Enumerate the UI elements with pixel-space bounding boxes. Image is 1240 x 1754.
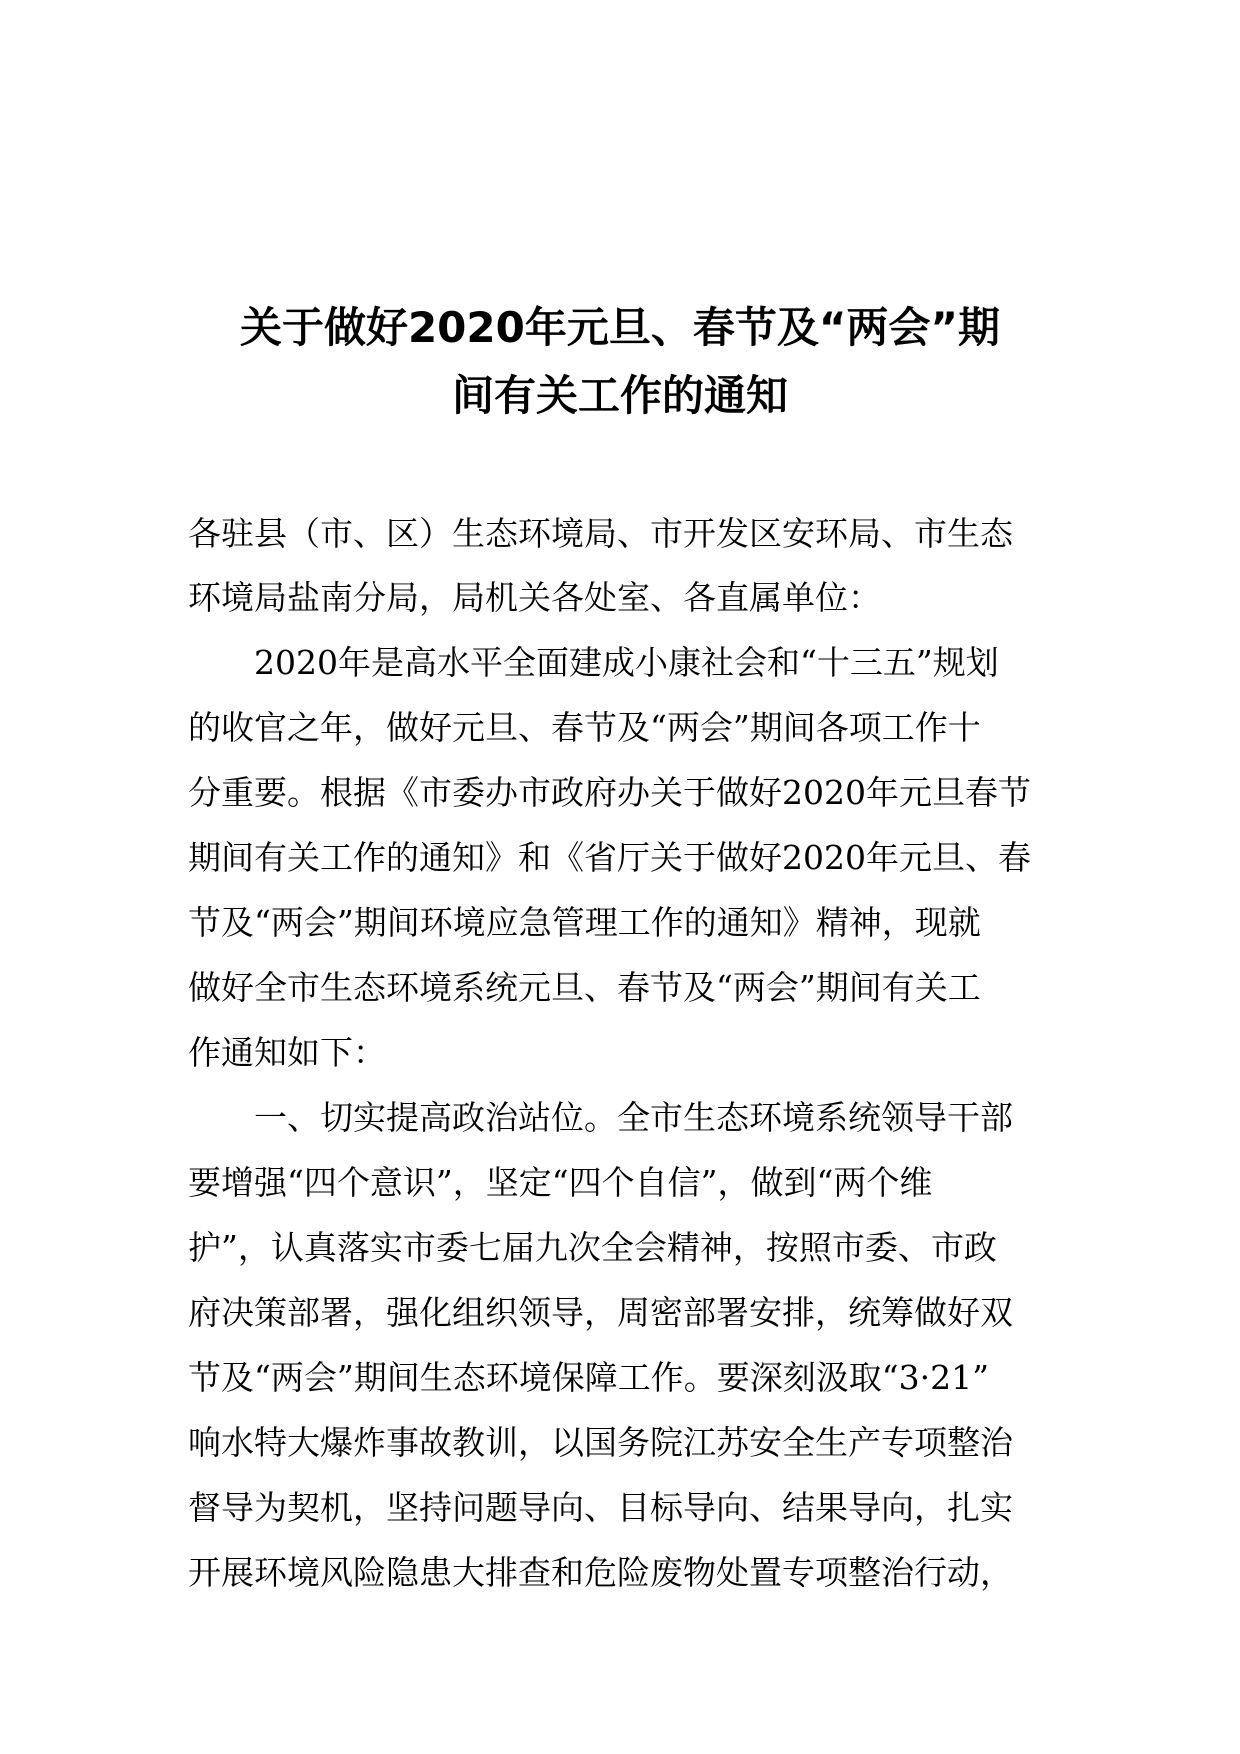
addressee-line: 各驻县（市、区）生态环境局、市开发区安环局、市生态 — [188, 514, 1013, 553]
paragraph-line: 做好全市生态环境系统元旦、春节及“两会”期间有关工 — [188, 968, 981, 1007]
paragraph-line: 作通知如下： — [188, 1033, 386, 1072]
paragraph-line: 府决策部署，强化组织领导，周密部署安排，统筹做好双 — [188, 1293, 1013, 1332]
paragraph-line: 督导为契机，坚持问题导向、目标导向、结果导向，扎实 — [188, 1488, 1013, 1527]
paragraph-line: 节及“两会”期间生态环境保障工作。要深刻汲取“3·21” — [188, 1358, 989, 1397]
paragraph-line: 一、切实提高政治站位。全市生态环境系统领导干部 — [254, 1098, 1013, 1137]
paragraph-line: 护”，认真落实市委七届九次全会精神，按照市委、市政 — [188, 1228, 997, 1267]
addressee-line: 环境局盐南分局，局机关各处室、各直属单位： — [188, 578, 881, 617]
paragraph-line: 2020年是高水平全面建成小康社会和“十三五”规划 — [254, 643, 999, 682]
paragraph-line: 的收官之年，做好元旦、春节及“两会”期间各项工作十 — [188, 708, 981, 747]
document-title-line-2: 间有关工作的通知 — [451, 371, 788, 420]
paragraph-line: 要增强“四个意识”，坚定“四个自信”，做到“两个维 — [188, 1163, 933, 1202]
paragraph-line: 分重要。根据《市委办市政府办关于做好2020年元旦春节 — [188, 773, 1031, 812]
paragraph-line: 期间有关工作的通知》和《省厅关于做好2020年元旦、春 — [188, 838, 1031, 877]
paragraph-line: 开展环境风险隐患大排查和危险废物处置专项整治行动， — [188, 1553, 1013, 1592]
paragraph-line: 响水特大爆炸事故教训，以国务院江苏安全生产专项整治 — [188, 1423, 1013, 1462]
document-title-line-1: 关于做好2020年元旦、春节及“两会”期 — [239, 303, 1001, 352]
paragraph-line: 节及“两会”期间环境应急管理工作的通知》精神，现就 — [188, 903, 981, 942]
